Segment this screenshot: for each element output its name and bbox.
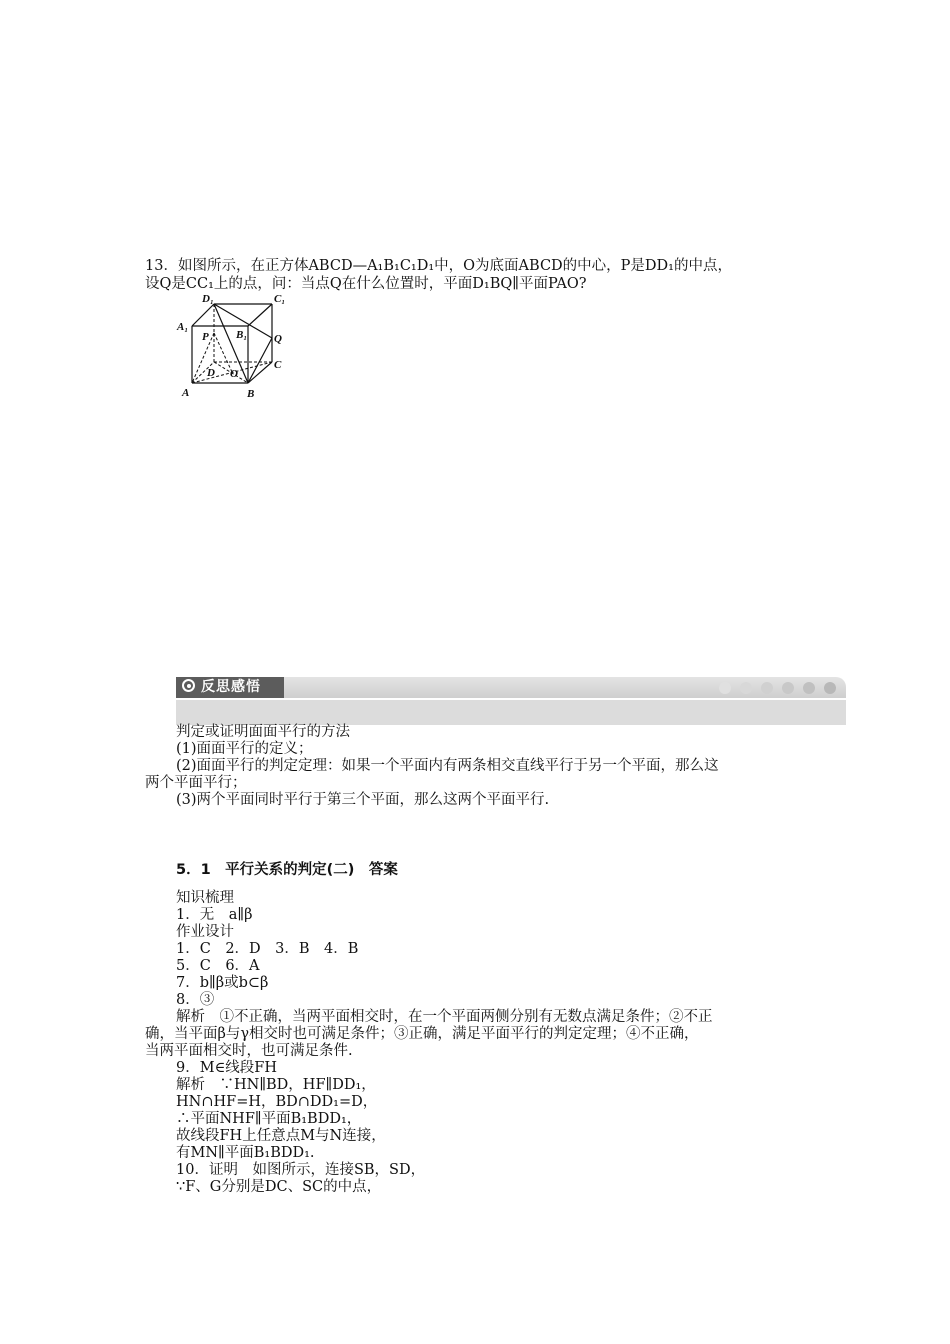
reflection-banner [176, 677, 846, 725]
answer-line-7: 解析 ①不正确，当两平面相交时，在一个平面两侧分别有无数点满足条件；②不正 [176, 1009, 713, 1025]
answer-line-16: 10．证明 如图所示，连接SB，SD， [176, 1162, 426, 1178]
answer-line-2: 作业设计 [176, 924, 234, 940]
reflection-line-1: (1)面面平行的定义； [176, 741, 313, 757]
answer-line-14: 故线段FH上任意点M与N连接， [176, 1128, 386, 1144]
decorative-dots [719, 682, 836, 694]
segment-qb [248, 338, 272, 383]
label-a1: A₁ [177, 321, 189, 333]
dot-icon [803, 682, 815, 694]
cube-figure [172, 290, 292, 402]
problem-13-line-1: 13．如图所示，在正方体ABCD—A₁B₁C₁D₁中，O为底面ABCD的中心，P是DD₁的中点， [145, 258, 732, 274]
target-icon [182, 679, 195, 692]
label-o: O [230, 368, 238, 380]
edge-c1b1 [248, 304, 272, 326]
answer-line-12: HN∩HF=H，BD∩DD₁=D， [176, 1094, 378, 1110]
answer-line-11: 解析 ∵HN∥BD，HF∥DD₁， [176, 1077, 376, 1093]
dot-icon [740, 682, 752, 694]
answer-line-6: 8．③ [176, 992, 215, 1008]
answers-title: 5．1 平行关系的判定(二) 答案 [176, 862, 398, 878]
answer-line-10: 9．M∈线段FH [176, 1060, 278, 1076]
answer-line-8: 确，当平面β与γ相交时也可满足条件；③正确，满足平面平行的判定定理；④不正确， [145, 1026, 699, 1042]
edge-a1d1 [192, 304, 214, 326]
answer-line-17: ∵F、G分别是DC、SC的中点， [176, 1179, 382, 1195]
label-q: Q [274, 333, 282, 345]
label-c1: C₁ [274, 293, 286, 305]
label-d1: D₁ [202, 293, 214, 305]
answer-line-9: 当两平面相交时，也可满足条件. [145, 1043, 353, 1059]
label-c: C [274, 359, 282, 371]
label-b1: B₁ [236, 329, 248, 341]
banner-bottom-bar [176, 700, 846, 725]
reflection-line-3: 两个平面平行； [145, 775, 247, 791]
answer-line-4: 5．C 6．A [176, 958, 260, 974]
reflection-line-4: (3)两个平面同时平行于第三个平面，那么这两个平面平行. [176, 792, 550, 808]
label-a: A [182, 387, 190, 399]
reflection-line-0: 判定或证明面面平行的方法 [176, 724, 350, 740]
problem-13-line-2: 设Q是CC₁上的点，问：当点Q在什么位置时，平面D₁BQ∥平面PAO? [145, 276, 587, 292]
answer-line-0: 知识梳理 [176, 890, 234, 906]
reflection-tag [176, 677, 284, 698]
answer-line-15: 有MN∥平面B₁BDD₁. [176, 1145, 315, 1161]
dot-icon [782, 682, 794, 694]
label-d: D [207, 367, 215, 379]
answer-line-3: 1．C 2．D 3．B 4．B [176, 941, 359, 957]
dot-icon [719, 682, 731, 694]
reflection-line-2: (2)面面平行的判定定理：如果一个平面内有两条相交直线平行于另一个平面，那么这 [176, 758, 719, 774]
dot-icon [824, 682, 836, 694]
reflection-tag-label: 反思感悟 [201, 679, 261, 695]
label-b: B [247, 388, 255, 400]
answer-line-13: ∴平面NHF∥平面B₁BDD₁， [176, 1111, 362, 1127]
answer-line-5: 7．b∥β或b⊂β [176, 975, 269, 991]
dot-icon [761, 682, 773, 694]
answer-line-1: 1．无 a∥β [176, 907, 253, 923]
label-p: P [202, 331, 209, 343]
